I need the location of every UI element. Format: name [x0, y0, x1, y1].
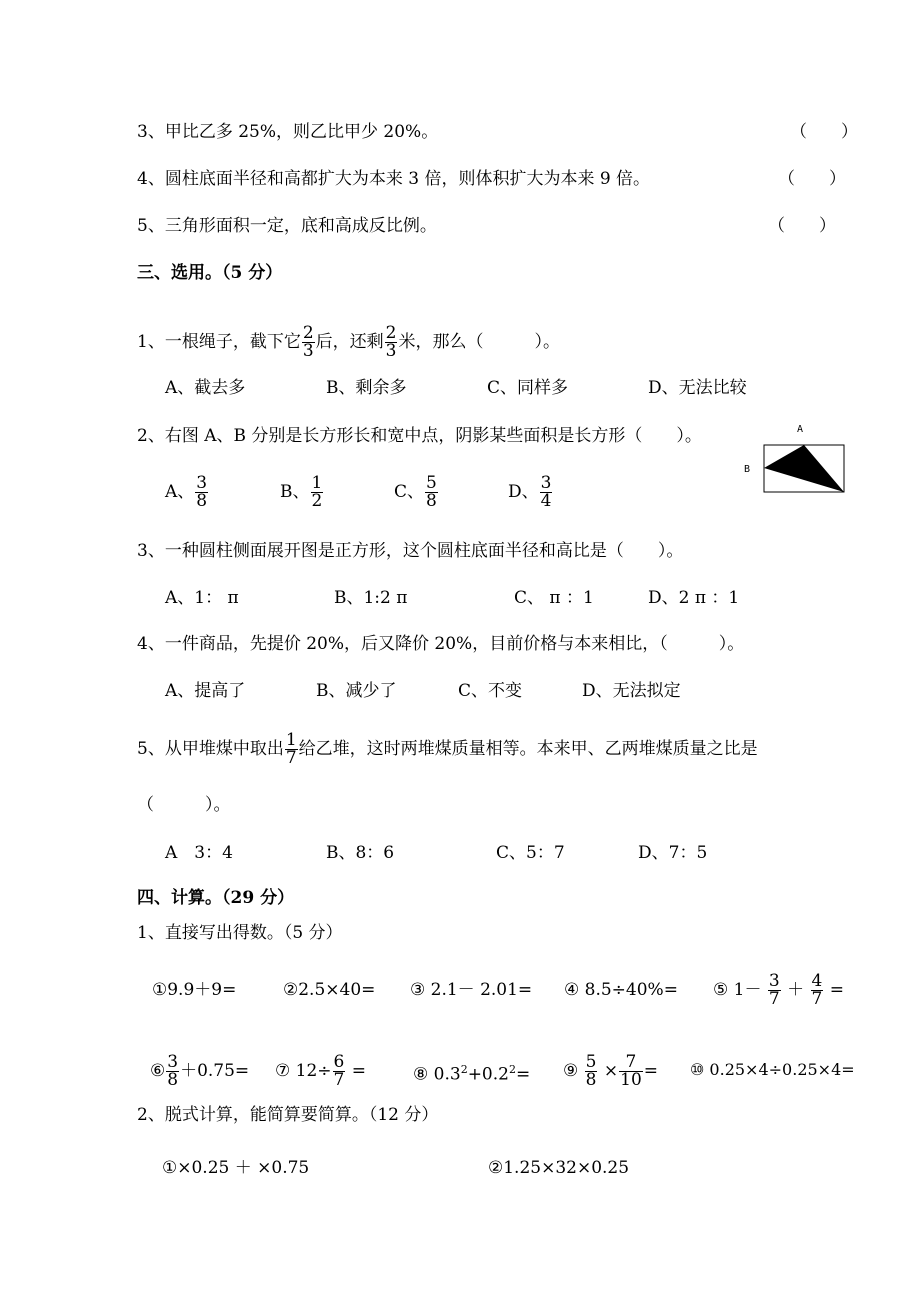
q1-fraction-1-den: 3	[302, 341, 314, 361]
q3-option-b[interactable]: B、1:2 π	[334, 588, 408, 608]
q4-option-a[interactable]: A、提高了	[165, 681, 246, 701]
q1-fraction-2-den: 3	[385, 341, 397, 361]
judge-item-5: 5、三角形面积一定，底和高成反比例。	[137, 216, 437, 236]
calc-item-9-fraction-1	[585, 1054, 598, 1089]
q3-option-c[interactable]: C、 π ：1	[514, 588, 594, 608]
q5-fraction-num: 1	[285, 730, 297, 750]
q4-question: 4、一件商品，先提价 20%，后又降价 20%，目前价格与本来相比，（ ）。	[137, 634, 745, 654]
calc-item-7-eq: =	[351, 1061, 367, 1081]
q1-fraction-2	[385, 325, 398, 360]
calc-item-9-f2-den: 10	[620, 1070, 642, 1090]
q2-option-c-label: C、	[394, 482, 425, 502]
q5-text-part2: 给乙堆，这时两堆煤质量相等。本来甲、乙两堆煤质量之比是	[298, 739, 758, 759]
q3-option-d[interactable]: D、2 π ：1	[648, 588, 740, 608]
q2-option-d-label: D、	[508, 482, 539, 502]
q5-answer-blank[interactable]: （ ）。	[137, 795, 231, 815]
calc-item-7-prefix: ⑦ 12÷	[275, 1061, 332, 1081]
step-calc-2: ②1.25×32×0.25	[488, 1158, 630, 1178]
q1-question	[137, 322, 560, 362]
q3-option-a[interactable]: A、1： π	[165, 588, 239, 608]
judge-answer-blank-3[interactable]: （ ）	[790, 122, 858, 142]
q1-option-a[interactable]: A、截去多	[165, 378, 246, 398]
calc-item-8-sup-2: 2	[508, 1063, 516, 1076]
q5-option-a[interactable]: A 3：4	[165, 843, 233, 863]
q2-option-a-num: 3	[196, 473, 208, 493]
q4-option-b[interactable]: B、减少了	[316, 681, 397, 701]
calc-item-5-f1-num: 3	[768, 971, 780, 991]
calc-item-3: ③ 2.1－ 2.01=	[410, 980, 533, 1000]
section3-heading: 三、选用。（5 分）	[137, 263, 283, 283]
calc-item-7-fraction	[333, 1054, 346, 1089]
q2-option-d-den: 4	[540, 491, 552, 511]
step-calc-1: ①×0.25 ＋ ×0.75	[162, 1158, 310, 1178]
calc-item-9-times: ×	[603, 1061, 619, 1081]
calc-item-7	[275, 1051, 366, 1091]
calc-item-7-num: 6	[333, 1052, 345, 1072]
q2-option-c-num: 5	[426, 473, 437, 493]
calc-item-9	[563, 1051, 658, 1091]
q4-option-d[interactable]: D、无法拟定	[582, 681, 681, 701]
calc-item-6	[150, 1051, 249, 1091]
judge-item-3: 3、甲比乙多 25%，则乙比甲少 20%。	[137, 122, 439, 142]
calc-item-6-prefix: ⑥	[150, 1061, 166, 1081]
calc-item-9-f1-den: 8	[585, 1070, 597, 1090]
q1-text-part2: 后，还剩	[315, 332, 384, 352]
calc-item-8-part-b: +0.2	[467, 1064, 509, 1085]
calc-item-8	[413, 1060, 530, 1085]
calc-item-6-num: 3	[167, 1052, 179, 1072]
calc-item-5-fraction-2	[811, 973, 824, 1008]
calc-item-5-f2-num: 4	[811, 971, 823, 991]
judge-answer-blank-4[interactable]: （ ）	[778, 169, 846, 189]
calc-item-5-eq: =	[829, 980, 844, 1000]
q4-option-c[interactable]: C、不变	[458, 681, 523, 701]
q1-text-part1: 1、一根绳子，截下它	[137, 332, 301, 352]
q1-fraction-1	[302, 325, 315, 360]
q2-option-d-fraction	[540, 475, 553, 510]
q2-option-d-num: 3	[540, 473, 552, 493]
calc-item-10: ⑩ 0.25×4÷0.25×4=	[690, 1060, 855, 1079]
q2-option-b-label: B、	[280, 482, 310, 502]
q2-option-b-den: 2	[311, 491, 323, 511]
q1-option-d[interactable]: D、无法比较	[648, 378, 747, 398]
calc-item-8-sup-1: 2	[460, 1063, 468, 1076]
q2-option-a[interactable]	[165, 472, 209, 512]
calc-item-9-prefix: ⑨	[563, 1061, 579, 1081]
calc-item-5-prefix: ⑤ 1－	[713, 980, 762, 1000]
calc-item-5-f1-den: 7	[768, 989, 780, 1009]
q5-option-b[interactable]: B、8：6	[326, 843, 395, 863]
q2-option-c-den: 8	[426, 491, 437, 511]
q1-text-part3: 米，那么（ ）。	[398, 332, 560, 352]
calc-item-8-part-a: ⑧ 0.3	[413, 1064, 461, 1085]
q5-text-part1: 5、从甲堆煤中取出	[137, 739, 284, 759]
q1-fraction-2-num: 2	[385, 323, 397, 343]
figure-label-a: A	[797, 424, 804, 435]
q5-fraction-den: 7	[285, 748, 297, 768]
q2-option-d[interactable]	[508, 472, 553, 512]
q5-option-d[interactable]: D、7：5	[638, 843, 708, 863]
calc-item-9-fraction-2	[619, 1054, 643, 1089]
calc-item-9-f1-num: 5	[585, 1052, 597, 1072]
calc-item-5-f2-den: 7	[811, 989, 823, 1009]
figure-label-b: B	[744, 464, 751, 475]
q2-question: 2、右图 A、B 分别是长方形长和宽中点，阴影某些面积是长方形（ ）。	[137, 426, 702, 446]
calc-item-9-f2-num: 7	[625, 1052, 637, 1072]
calc-item-4: ④ 8.5÷40%=	[564, 980, 678, 1000]
calc-item-5	[713, 970, 844, 1010]
calc-item-5-plus: ＋	[787, 980, 805, 1000]
q2-option-a-label: A、	[165, 482, 195, 502]
calc-item-2: ②2.5×40=	[283, 980, 376, 1000]
q2-option-c[interactable]	[394, 472, 439, 512]
q2-option-a-den: 8	[196, 491, 208, 511]
q5-fraction	[285, 732, 298, 767]
q2-option-c-fraction	[425, 475, 438, 510]
q2-option-a-fraction	[195, 475, 208, 510]
calc-item-9-eq: =	[643, 1061, 659, 1081]
calc-item-8-eq: =	[515, 1064, 531, 1085]
judge-item-4: 4、圆柱底面半径和高都扩大为本来 3 倍，则体积扩大为本来 9 倍。	[137, 169, 651, 189]
q1-option-b[interactable]: B、剩余多	[326, 378, 407, 398]
q5-question	[137, 729, 758, 769]
q2-option-b[interactable]	[280, 472, 324, 512]
q2-option-b-num: 1	[311, 473, 323, 493]
calc-item-6-suffix: ＋0.75=	[180, 1061, 250, 1081]
section4-heading: 四、计算。（29 分）	[137, 888, 295, 908]
q3-question: 3、一种圆柱侧面展开图是正方形，这个圆柱底面半径和高比是（ ）。	[137, 541, 684, 561]
rectangle-triangle-figure	[740, 420, 850, 496]
calc-item-6-fraction	[166, 1054, 179, 1089]
section4-sub2: 2、脱式计算，能简算要简算。（12 分）	[137, 1105, 439, 1125]
calc-item-7-den: 7	[333, 1070, 345, 1090]
q1-option-c[interactable]: C、同样多	[487, 378, 569, 398]
q2-option-b-fraction	[311, 475, 324, 510]
q5-option-c[interactable]: C、5：7	[496, 843, 565, 863]
calc-item-6-den: 8	[167, 1070, 179, 1090]
calc-item-1: ①9.9＋9=	[152, 980, 237, 1000]
section4-sub1: 1、直接写出得数。（5 分）	[137, 923, 343, 943]
calc-item-5-fraction-1	[768, 973, 781, 1008]
judge-answer-blank-5[interactable]: （ ）	[768, 216, 836, 236]
q1-fraction-1-num: 2	[302, 323, 314, 343]
